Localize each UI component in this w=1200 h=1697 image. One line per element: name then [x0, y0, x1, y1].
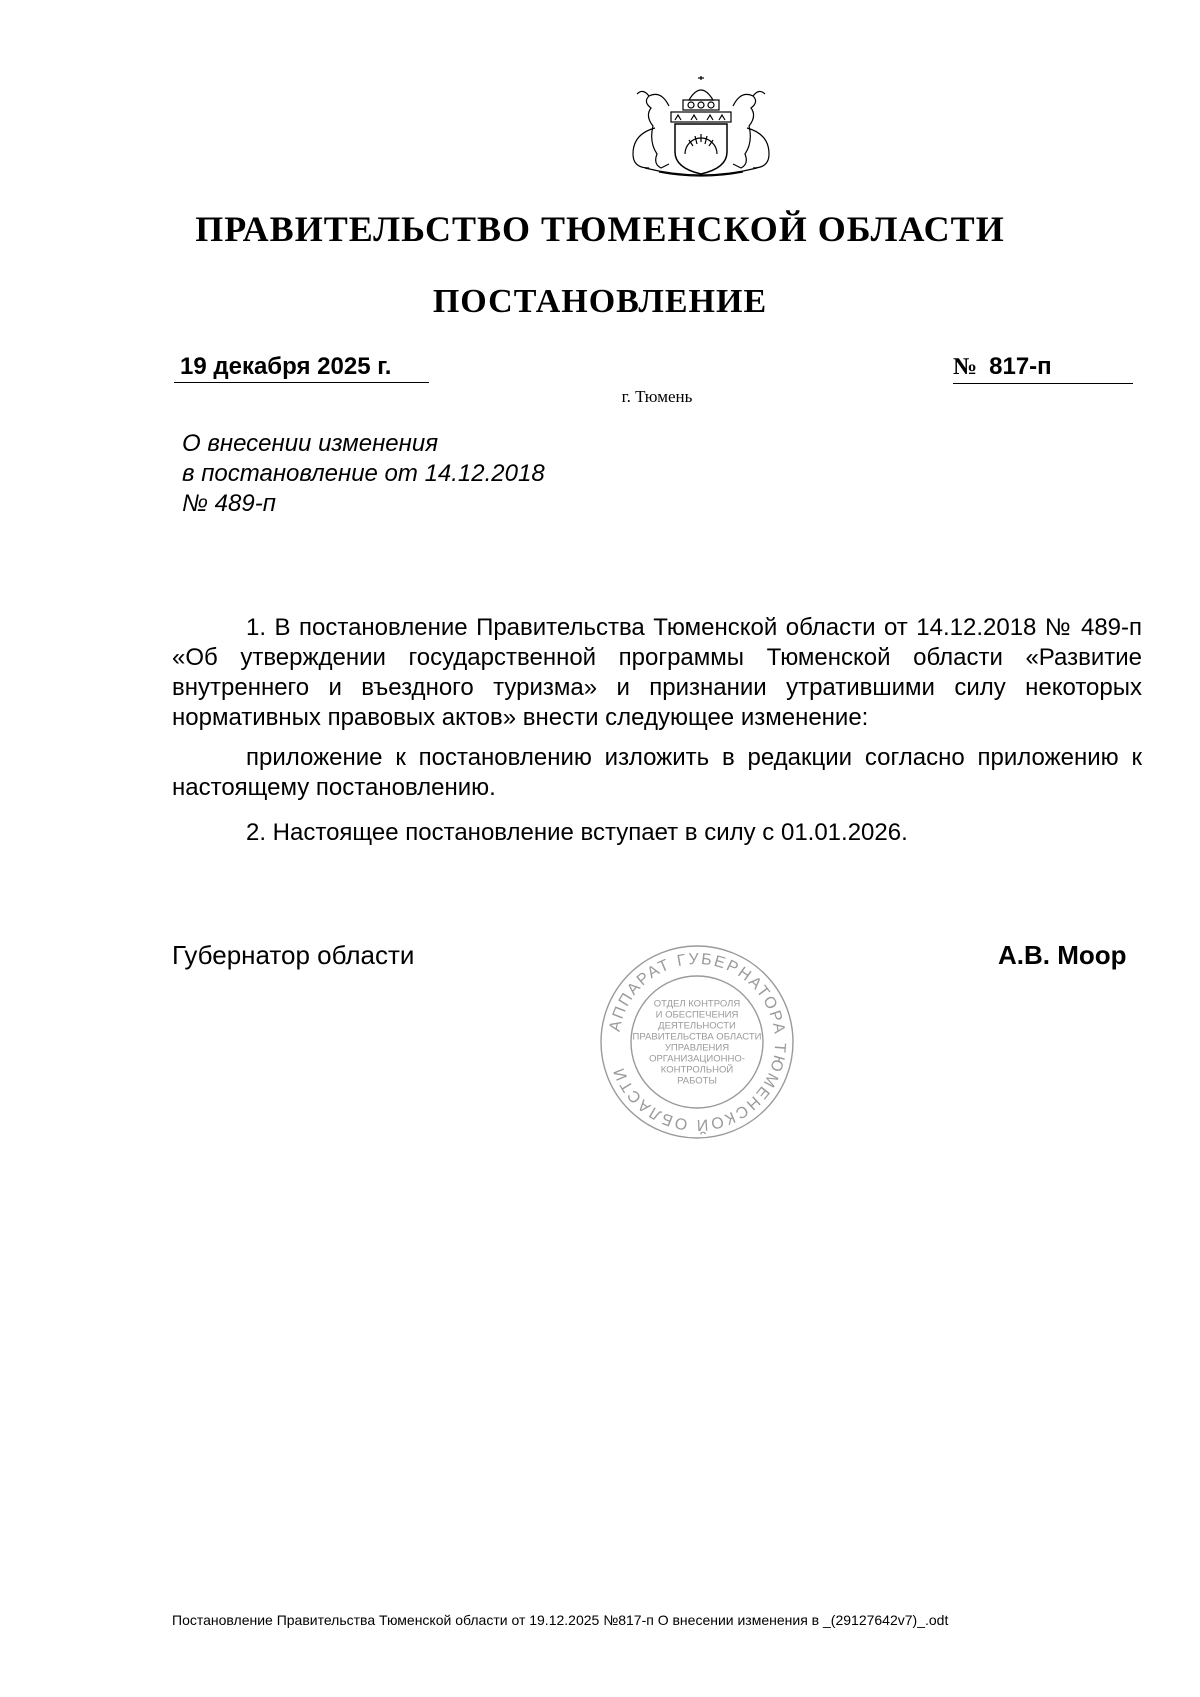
document-type: ПОСТАНОВЛЕНИЕ [432, 283, 768, 320]
document-number-field [953, 353, 1133, 384]
stamp-inner-line: ПРАВИТЕЛЬСТВА ОБЛАСТИ [632, 1031, 762, 1043]
svg-text:АППАРАТ ГУБЕРНАТОРА ТЮМЕНСКОЙ: АППАРАТ ГУБЕРНАТОРА ТЮМЕНСКОЙ ОБЛАСТИ [606, 950, 789, 1134]
coat-of-arms-icon [619, 76, 783, 178]
stamp-inner-line: УПРАВЛЕНИЯ [664, 1042, 730, 1054]
stamp-inner-line: ДЕЯТЕЛЬНОСТИ [658, 1020, 736, 1032]
official-stamp-icon [599, 944, 795, 1140]
number-sign: № [953, 354, 978, 380]
subject-line: № 489-п [182, 490, 276, 517]
stamp-inner-line: ОТДЕЛ КОНТРОЛЯ [653, 998, 741, 1010]
stamp-inner-line: И ОБЕСПЕЧЕНИЯ [655, 1009, 739, 1021]
stamp-inner-line: РАБОТЫ [677, 1075, 717, 1087]
footer-filename: Постановление Правительства Тюменской области от 19.12.2025 №817-п О внесении изменения в _(29127642v7)_.odt [172, 1612, 949, 1628]
document-subject [182, 429, 545, 519]
signatory-name: А.В. Моор [998, 940, 1127, 970]
subject-line: О внесении изменения [182, 430, 439, 457]
government-title: ПРАВИТЕЛЬСТВО ТЮМЕНСКОЙ ОБЛАСТИ [195, 209, 1005, 249]
signatory-role: Губернатор области [172, 940, 415, 970]
document-number: 817-п [989, 353, 1052, 380]
stamp-inner-line: КОНТРОЛЬНОЙ [660, 1064, 734, 1076]
paragraph-1: 1. В постановление Правительства Тюменской области от 14.12.2018 № 489-п «Об утверждении государственной программы Тюменской области «Развитие внутреннего и въездного туризма» и признании утратившими силу некоторых нормативных правовых актов» внести следующее изменение: [172, 614, 1142, 731]
paragraph-3: 2. Настоящее постановление вступает в силу с 01.01.2026. [246, 819, 908, 846]
subject-line: в постановление от 14.12.2018 [182, 460, 545, 487]
paragraph-2: приложение к постановлению изложить в редакции согласно приложению к настоящему постановлению. [172, 744, 1142, 801]
document-date: 19 декабря 2025 г. [174, 353, 429, 383]
city: г. Тюмень [621, 387, 693, 406]
stamp-inner-line: ОРГАНИЗАЦИОННО- [649, 1053, 745, 1065]
